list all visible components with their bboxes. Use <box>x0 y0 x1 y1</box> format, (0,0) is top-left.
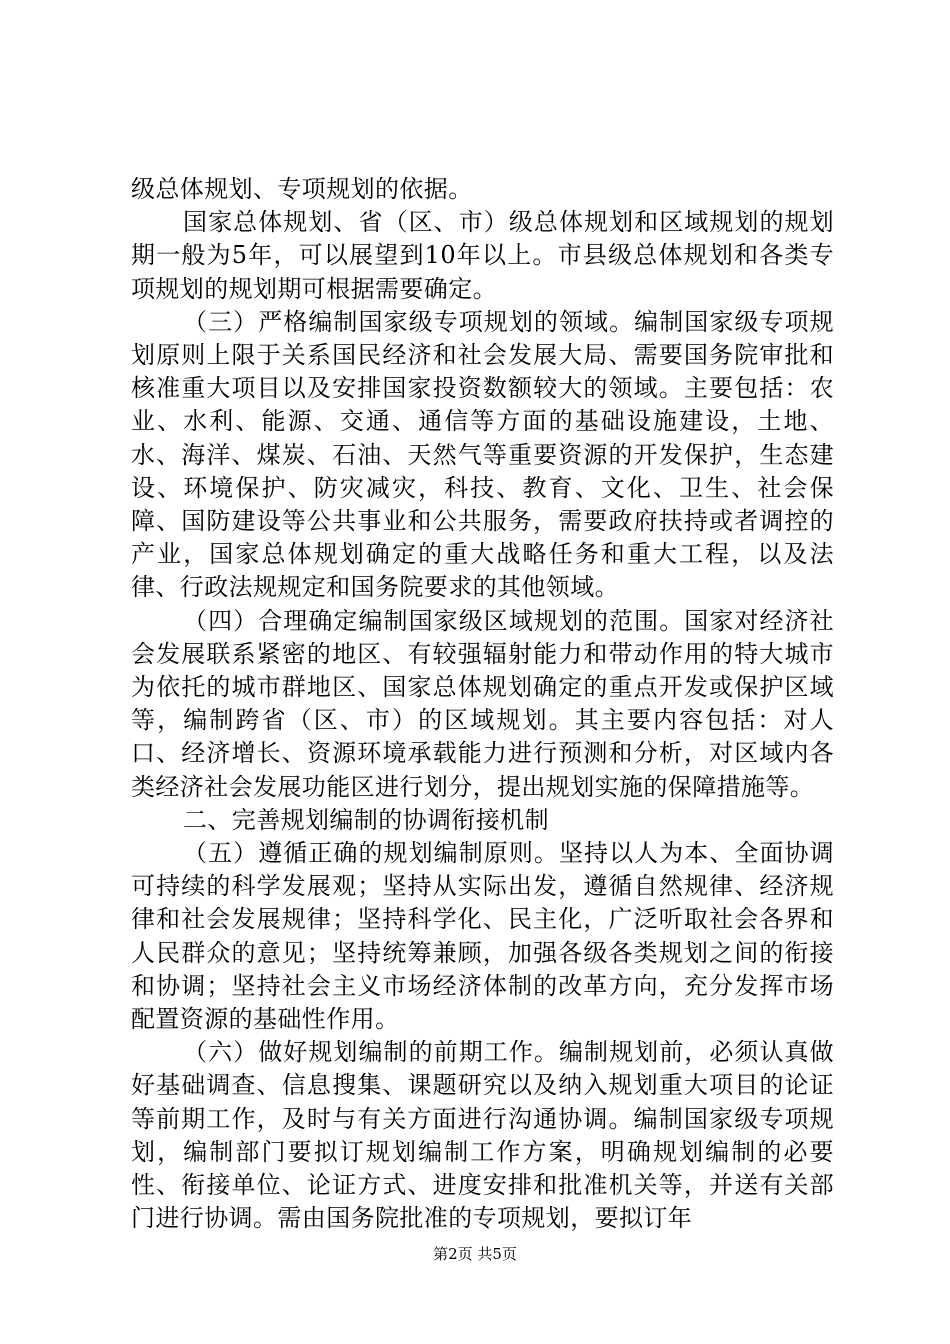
paragraph-planning-period: 国家总体规划、省（区、市）级总体规划和区域规划的规划期一般为5年，可以展望到10年以上。市县级总体规划和各类专项规划的规划期可根据需要确定。 <box>131 208 834 303</box>
section-heading-2: 二、完善规划编制的协调衔接机制 <box>183 805 549 834</box>
paragraph-item-5: （五）遵循正确的规划编制原则。坚持以人为本、全面协调可持续的科学发展观；坚持从实际出发，遵循自然规律、经济规律和社会发展规律；坚持科学化、民主化，广泛听取社会各界和人民群众的意见；坚持统筹兼顾，加强各级各类规划之间的衔接和协调；坚持社会主义市场经济体制的改革方向，充分发挥市场配置资源的基础性作用。 <box>131 839 834 1034</box>
paragraph-item-4: （四）合理确定编制国家级区域规划的范围。国家对经济社会发展联系紧密的地区、有较强辐射能力和带动作用的特大城市为依托的城市群地区、国家总体规划确定的重点开发或保护区域等，编制跨省（区、市）的区域规划。其主要内容包括：对人口、经济增长、资源环境承载能力进行预测和分析，对区域内各类经济社会发展功能区进行划分，提出规划实施的保障措施等。 <box>131 606 834 801</box>
paragraph-item-6: （六）做好规划编制的前期工作。编制规划前，必须认真做好基础调查、信息搜集、课题研究以及纳入规划重大项目的论证等前期工作，及时与有关方面进行沟通协调。编制国家级专项规划，编制部门要拟订规划编制工作方案，明确规划编制的必要性、衔接单位、论证方式、进度安排和批准机关等，并送有关部门进行协调。需由国务院批准的专项规划，要拟订年 <box>131 1038 834 1233</box>
document-body <box>131 173 834 1236</box>
page-number-footer: 第2页 共5页 <box>433 1245 517 1263</box>
paragraph-item-3: （三）严格编制国家级专项规划的领域。编制国家级专项规划原则上限于关系国民经济和社会发展大局、需要国务院审批和核准重大项目以及安排国家投资数额较大的领域。主要包括：农业、水利、能源、交通、通信等方面的基础设施建设，土地、水、海洋、煤炭、石油、天然气等重要资源的开发保护，生态建设、环境保护、防灾减灾，科技、教育、文化、卫生、社会保障、国防建设等公共事业和公共服务，需要政府扶持或者调控的产业，国家总体规划确定的重大战略任务和重大工程，以及法律、行政法规规定和国务院要求的其他领域。 <box>131 307 834 602</box>
paragraph-continuation: 级总体规划、专项规划的依据。 <box>131 175 473 203</box>
